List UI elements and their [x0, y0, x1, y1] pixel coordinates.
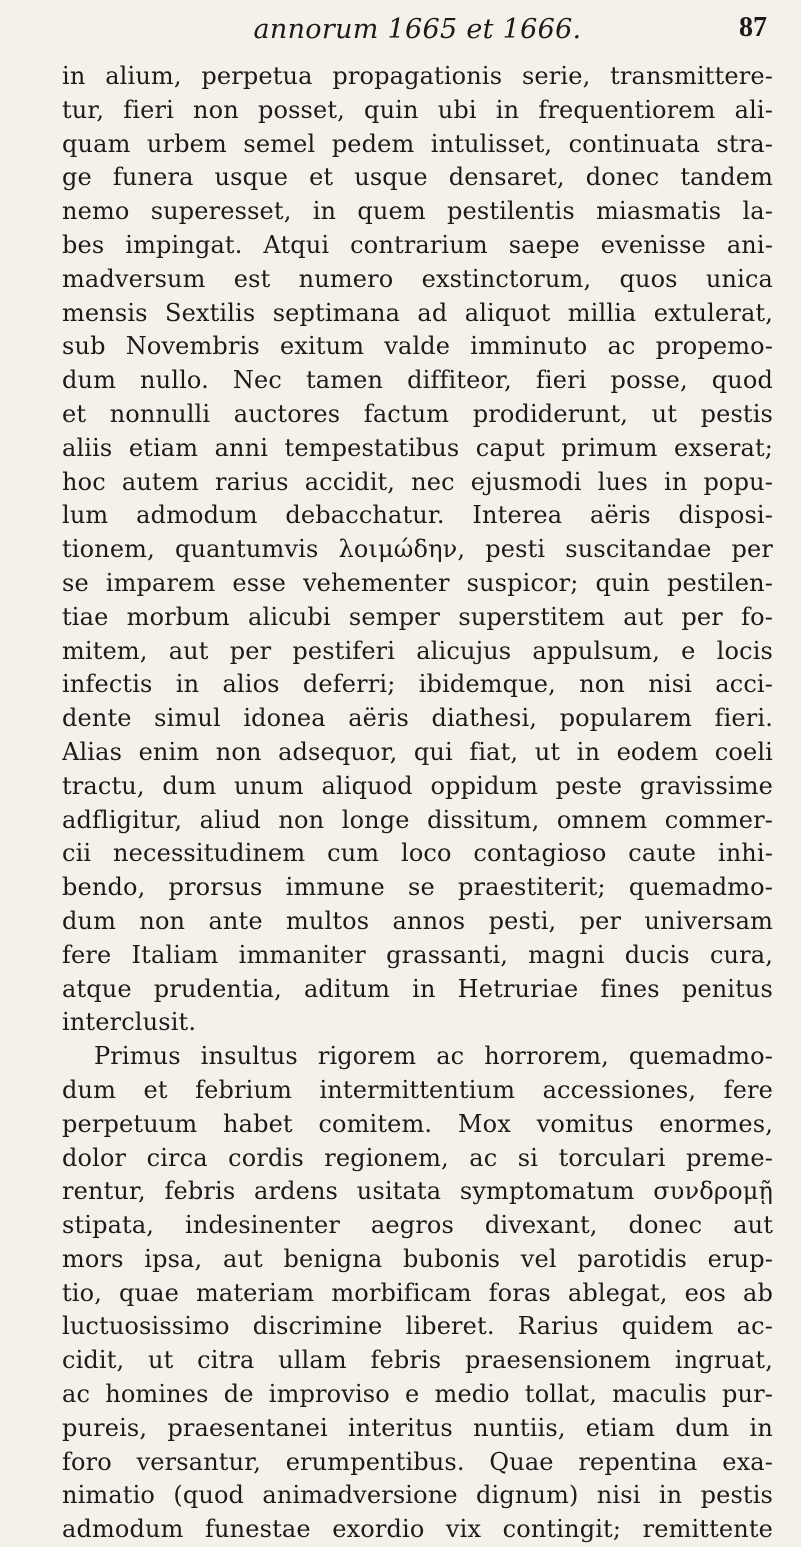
- text-line: mitem, aut per pestiferi alicujus appulsum, e locis: [62, 636, 773, 665]
- text-line: nemo superesset, in quem pestilentis miasmatis la-: [62, 197, 773, 226]
- text-line: tiae morbum alicubi semper superstitem aut per fo-: [62, 602, 773, 631]
- text-line: quam urbem semel pedem intulisset, continuata stra-: [62, 129, 773, 158]
- text-line: dente simul idonea aëris diathesi, popularem fieri.: [62, 704, 773, 733]
- text-line: bendo, prorsus immune se praestiterit; quemadmo-: [62, 873, 773, 902]
- text-line: mors ipsa, aut benigna bubonis vel parotidis erup-: [62, 1244, 773, 1273]
- body-text: [62, 60, 773, 1547]
- text-line: admodum funestae exordio vix contingit; remittente: [62, 1515, 773, 1544]
- text-line: stipata, indesinenter aegros divexant, donec aut: [62, 1211, 773, 1240]
- text-line: adfligitur, aliud non longe dissitum, omnem commer-: [62, 805, 773, 834]
- page-number: 87: [739, 12, 767, 43]
- text-line: rentur, febris ardens usitata symptomatum συνδρομῇ: [62, 1177, 773, 1206]
- text-line: cii necessitudinem cum loco contagioso caute inhi-: [62, 839, 773, 868]
- text-line: hoc autem rarius accidit, nec ejusmodi lues in popu-: [62, 467, 773, 496]
- paragraph-end-line: interclusit.: [62, 1008, 197, 1037]
- text-line: tur, fieri non posset, quin ubi in frequentiorem ali-: [62, 95, 773, 124]
- text-line: aliis etiam anni tempestatibus caput primum exserat;: [62, 433, 773, 462]
- text-line: tionem, quantumvis λοιμώδην, pesti suscitandae per: [62, 535, 773, 564]
- text-line: ge funera usque et usque densaret, donec tandem: [62, 163, 773, 192]
- text-line: tio, quae materiam morbificam foras ablegat, eos ab: [62, 1278, 773, 1307]
- text-line: infectis in alios deferri; ibidemque, non nisi acci-: [62, 670, 773, 699]
- text-line: in alium, perpetua propagationis serie, transmittere-: [62, 62, 773, 90]
- text-line: dum et febrium intermittentium accessiones, fere: [62, 1075, 773, 1104]
- paragraph-start-line: Primus insultus rigorem ac horrorem, quemadmo-: [94, 1042, 773, 1071]
- text-line: nimatio (quod animadversione dignum) nisi in pestis: [62, 1481, 773, 1510]
- text-line: Alias enim non adsequor, qui fiat, ut in eodem coeli: [62, 737, 773, 766]
- text-line: bes impingat. Atqui contrarium saepe evenisse ani-: [62, 230, 773, 259]
- running-head: [62, 12, 773, 60]
- text-line: sub Novembris exitum valde imminuto ac propemo-: [62, 332, 773, 361]
- text-line: et nonnulli auctores factum prodiderunt, ut pestis: [62, 399, 773, 428]
- text-line: madversum est numero exstinctorum, quos unica: [62, 264, 773, 293]
- text-line: atque prudentia, aditum in Hetruriae fines penitus: [62, 974, 773, 1003]
- text-line: perpetuum habet comitem. Mox vomitus enormes,: [62, 1109, 773, 1138]
- text-line: se imparem esse vehementer suspicor; quin pestilen-: [62, 568, 773, 597]
- text-line: cidit, ut citra ullam febris praesensionem ingruat,: [62, 1346, 773, 1375]
- text-line: pureis, praesentanei interitus nuntiis, etiam dum in: [62, 1413, 773, 1442]
- text-line: mensis Sextilis septimana ad aliquot millia extulerat,: [62, 298, 773, 327]
- running-title: annorum 1665 et 1666.: [253, 14, 582, 45]
- text-line: lum admodum debacchatur. Interea aëris disposi-: [62, 501, 773, 530]
- text-line: foro versantur, erumpentibus. Quae repentina exa-: [62, 1447, 773, 1476]
- text-line: fere Italiam immaniter grassanti, magni ducis cura,: [62, 940, 773, 969]
- text-line: dolor circa cordis regionem, ac si torculari preme-: [62, 1143, 773, 1172]
- text-line: luctuosissimo discrimine liberet. Rarius quidem ac-: [62, 1312, 773, 1341]
- text-line: tractu, dum unum aliquod oppidum peste gravissime: [62, 771, 773, 800]
- text-line: dum non ante multos annos pesti, per universam: [62, 906, 773, 935]
- text-line: dum nullo. Nec tamen diffiteor, fieri posse, quod: [62, 366, 773, 395]
- text-line: ac homines de improviso e medio tollat, maculis pur-: [62, 1380, 773, 1409]
